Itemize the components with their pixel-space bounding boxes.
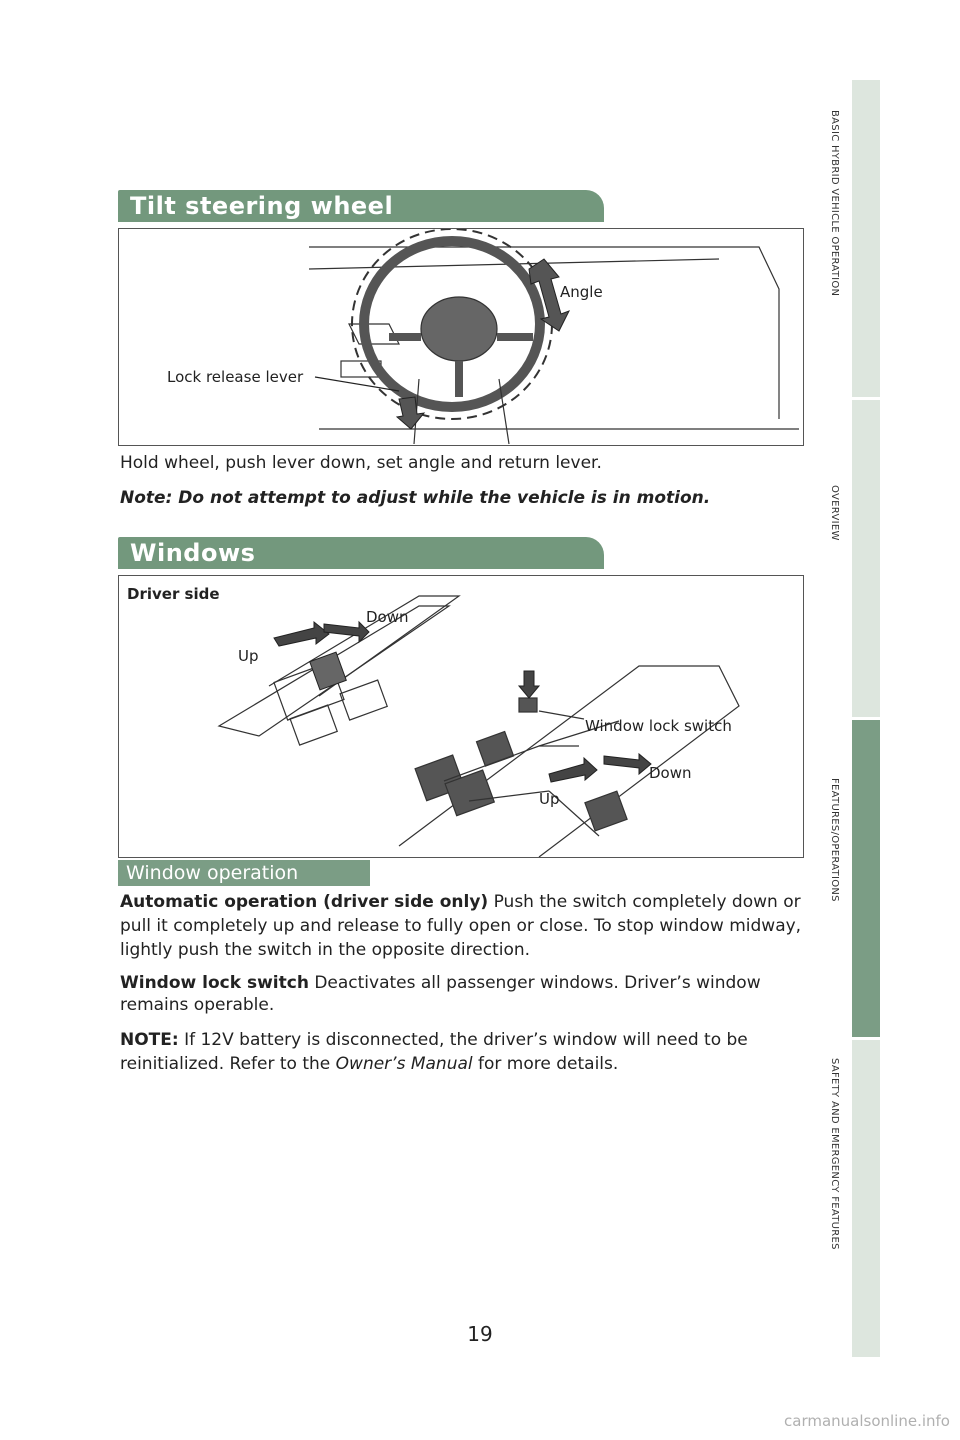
angle-label: Angle [560,283,603,301]
note-text-2: for more details. [478,1054,619,1074]
window-switch-figure [118,575,804,858]
tab-label-basic-hybrid: BASIC HYBRID VEHICLE OPERATION [829,110,840,297]
auto-operation-paragraph [120,890,810,962]
tab-features-operations[interactable] [852,720,880,1040]
windows-heading: Windows [118,537,604,569]
tab-basic-hybrid[interactable] [852,80,880,400]
lock-switch-label: Window lock switch [120,973,309,993]
window-operation-subheading: Window operation [118,860,370,886]
note-label: NOTE: [120,1030,179,1050]
down-label-upper: Down [366,608,409,626]
note-paragraph [120,1028,810,1076]
steering-wheel-figure [118,228,804,446]
up-label-upper: Up [238,647,259,665]
owners-manual-ref: Owner’s Manual [335,1054,473,1074]
tab-label-safety: SAFETY AND EMERGENCY FEATURES [829,1058,840,1250]
driver-side-label: Driver side [127,585,220,603]
tilt-instruction: Hold wheel, push lever down, set angle and return lever. [120,453,602,473]
tilt-note: Note: Do not attempt to adjust while the vehicle is in motion. [120,488,711,508]
auto-operation-label: Automatic operation (driver side only) [120,892,489,912]
down-label-lower: Down [649,764,692,782]
tab-label-overview: OVERVIEW [829,485,840,541]
note-text-1: If 12V battery is disconnected, the driver’s window will need to be reinitialized. Refer to the [120,1030,748,1074]
tab-label-features: FEATURES/OPERATIONS [829,778,840,902]
up-label-lower: Up [539,790,560,808]
steering-wheel-illustration [119,229,803,445]
lock-switch-text: Deactivates all passenger windows. Driver’s window remains operable. [120,973,761,1015]
tab-safety[interactable] [852,1040,880,1360]
auto-operation-text: Push the switch completely down or pull it completely up and release to fully open or close. To stop window midway, lightly push the switch in the opposite direction. [120,892,802,960]
lock-switch-paragraph [120,972,810,1016]
watermark: carmanualsonline.info [784,1412,950,1430]
tab-overview[interactable] [852,400,880,720]
lock-release-label: Lock release lever [167,368,304,386]
tilt-steering-heading: Tilt steering wheel [118,190,604,222]
page-number: 19 [467,1322,493,1346]
window-lock-switch-label: Window lock switch [585,717,732,735]
